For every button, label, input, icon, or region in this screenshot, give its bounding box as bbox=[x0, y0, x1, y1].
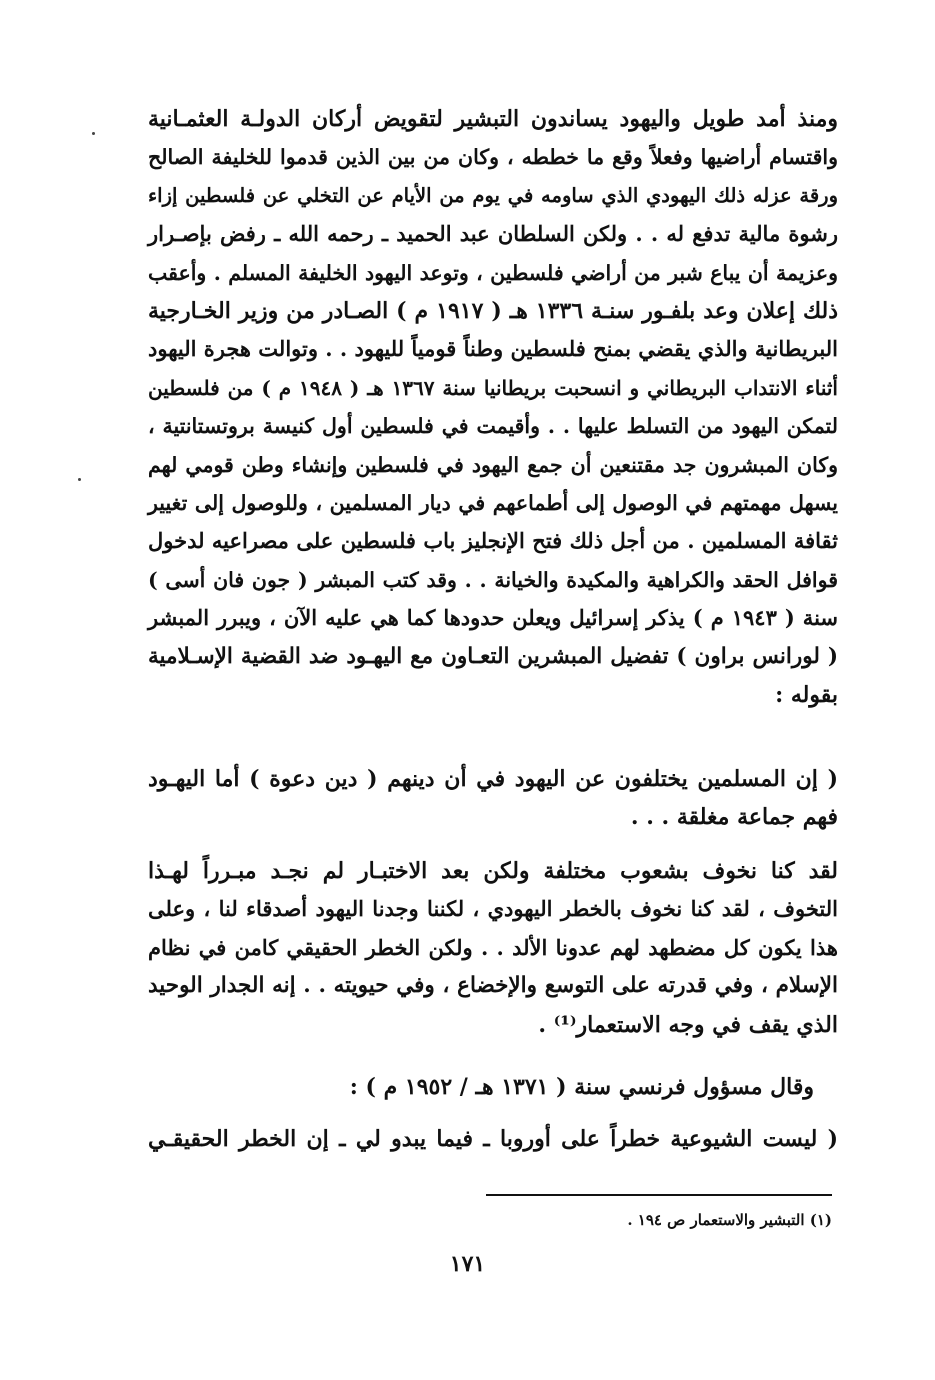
text-line: الذي يقف في وجه الاستعمار⁽¹⁾ . bbox=[538, 1011, 838, 1038]
text-line: سنة ( ١٩٤٣ م ) يذكر إسرائيل ويعلن حدودها كما هي عليه الآن ، ويبرر المبشر bbox=[148, 605, 839, 631]
text-line: وعزيمة أن يباع شبر من أراضي فلسطين ، وتوعد اليهود الخليفة المسلم . وأعقب bbox=[148, 260, 838, 285]
paragraph-1 bbox=[148, 100, 838, 715]
text-line: البريطانية والذي يقضي بمنح فلسطين وطناً قومياً لليهود . . وتوالت هجرة اليهود bbox=[148, 336, 838, 362]
text-line: وكان المبشرون جد مقتنعين أن جمع اليهود في فلسطين وإنشاء وطن قومي لهم bbox=[148, 452, 838, 477]
footnote: (١) التبشير والاستعمار ص ١٩٤ . bbox=[627, 1211, 832, 1229]
text-line: ومنذ أمد طويل واليهود يساندون التبشير لتقويض أركان الدولـة العثمـانية bbox=[148, 106, 838, 132]
paragraph-5-quote bbox=[148, 1120, 838, 1158]
text-line: لتمكن اليهود من التسلط عليها . . وأقيمت في فلسطين أول كنيسة بروتستانتية ، bbox=[148, 414, 838, 439]
paragraph-2-quote bbox=[148, 760, 838, 837]
text-line: هذا يكون كل مضطهد لهم عدونا الألد . . ولكن الخطر الحقيقي كامن في نظام bbox=[148, 934, 838, 960]
text-line: وقال مسؤول فرنسي سنة ( ١٣٧١ هـ / ١٩٥٢ م ) : bbox=[349, 1074, 814, 1100]
text-line: رشوة مالية تدفع له . . ولكن السلطان عبد الحميد ـ رحمه الله ـ رفض بإصـرار bbox=[148, 221, 838, 247]
text-line: لقد كنا نخوف بشعوب مختلفة ولكن بعد الاختبـار لم نجـد مبـرراً لهـذا bbox=[148, 858, 838, 884]
text-line: فهم جماعة مغلقة . . . bbox=[630, 804, 838, 831]
paragraph-4 bbox=[148, 1068, 838, 1106]
text-line: ( إن المسلمين يختلفون عن اليهود في أن دينهم ( دين دعوة ) أما اليهـود bbox=[148, 766, 838, 792]
text-line: يسهل مهمتهم في الوصول إلى أطماعهم في ديار المسلمين ، وللوصول إلى تغيير bbox=[148, 491, 838, 516]
text-line: أثناء الانتداب البريطاني و انسحبت بريطانيا سنة ١٣٦٧ هـ ( ١٩٤٨ م ) من فلسطين bbox=[148, 375, 838, 400]
text-line: الإسلام ، وفي قدرته على التوسع والإخضاع ، وفي حيويته . . إنه الجدار الوحيد bbox=[148, 973, 838, 999]
text-line: ورقة عزله ذلك اليهودي الذي ساومه في يوم من الأيام عن التخلي عن فلسطين إزاء bbox=[148, 183, 838, 207]
text-line: التخوف ، لقد كنا نخوف بالخطر اليهودي ، لكننا وجدنا اليهود أصدقاء لنا ، وعلى bbox=[148, 896, 838, 922]
text-line: ذلك إعلان وعد بلفـور سنـة ١٣٣٦ هـ ( ١٩١٧ م ) الصـادر من وزير الخـارجية bbox=[148, 298, 838, 325]
page-number: ١٧١ bbox=[449, 1251, 486, 1277]
scan-speck bbox=[92, 132, 95, 135]
text-line: ثقافة المسلمين . من أجل ذلك فتح الإنجليز باب فلسطين على مصراعيه لدخول bbox=[148, 528, 838, 554]
footnote-divider bbox=[486, 1194, 832, 1196]
text-line: واقتسام أراضيها وفعلاً وقع ما خططه ، وكان من بين الذين قدموا للخليفة الصالح bbox=[148, 145, 838, 170]
text-line: ( لورانس براون ) تفضيل المبشرين التعـاون مع اليهـود ضد القضية الإسـلامية bbox=[148, 643, 838, 669]
text-line: ( ليست الشيوعية خطراً على أوروبا ـ فيما يبدو لي ـ إن الخطر الحقيقـي bbox=[148, 1126, 838, 1152]
text-line: بقوله : bbox=[775, 682, 838, 709]
paragraph-3-quote bbox=[148, 852, 838, 1044]
scan-speck bbox=[78, 478, 81, 481]
text-line: قوافل الحقد والكراهية والمكيدة والخيانة . . وقد كتب المبشر ( جون فان أسى ) bbox=[148, 567, 838, 592]
